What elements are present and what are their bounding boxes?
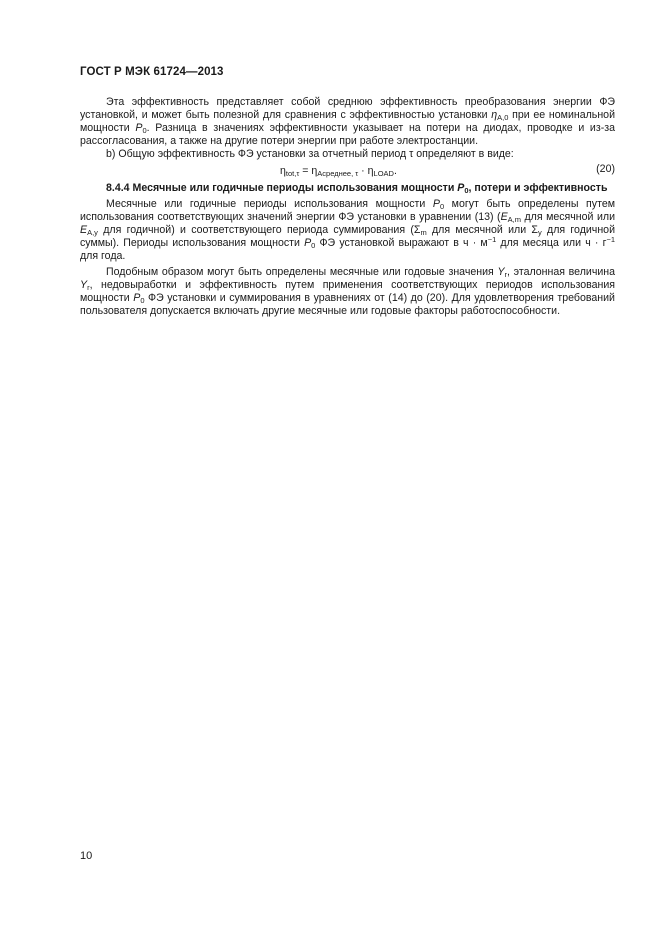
section-heading-8-4-4: 8.4.4 Месячные или годичные периоды использования мощности $P_0$, потери и эффективность	[106, 182, 608, 195]
paragraph-item-b: b) Общую эффективность ФЭ установки за отчетный период τ определяют в виде:	[106, 148, 514, 160]
paragraph-efficiency: Эта эффективность представляет собой среднюю эффективность преобразования энергии ФЭ установкой, и может быть полезной для сравнения с эффективностью установки $\eta_{A,0}$ при ее номинальной мощности $P_0$. Разница в значениях эффективности указывает на потери на диодах, проводке и из-за рассогласования, а также на другие потери энергии при работе электростанции.	[80, 96, 615, 147]
document-header: ГОСТ Р МЭК 61724—2013	[80, 66, 224, 78]
equation-20	[80, 163, 615, 179]
paragraph-monthly-values: Подобным образом могут быть определены месячные или годовые значения $Y_r$, эталонная величина $Y_r$, недовыработки и эффективность путем применения соответствующих периодов использования мощности $P_0$ ФЭ установки и суммирования в уравнениях от (14) до (20). Для удовлетворения требований пользователя допускается включать другие месячные или годовые факторы работоспособности.	[80, 266, 615, 317]
paragraph-periods: Месячные или годичные периоды использования мощности $P_0$ могут быть определены путем использования соответствующих значений энергии ФЭ установки в уравнении (13) ($E_{A,m}$ для месячной или $E_{A,y}$ для годичной) и соответствующего периода суммирования ($\Sigma_m$ для месячной или $\Sigma_y$ для годичной суммы). Периоды использования мощности $P_0$ ФЭ установкой выражают в $ч \cdot м^{-1}$ для месяца или $ч \cdot г^{-1}$ для года.	[80, 198, 615, 262]
page-number: 10	[80, 850, 93, 862]
equation-number: (20)	[596, 163, 615, 175]
document-body	[80, 96, 615, 318]
equation-formula: $\eta_{tot,\tau} = \eta_{Aсреднее, \tau} \cdot \eta_{LOAD}$.	[280, 165, 397, 178]
